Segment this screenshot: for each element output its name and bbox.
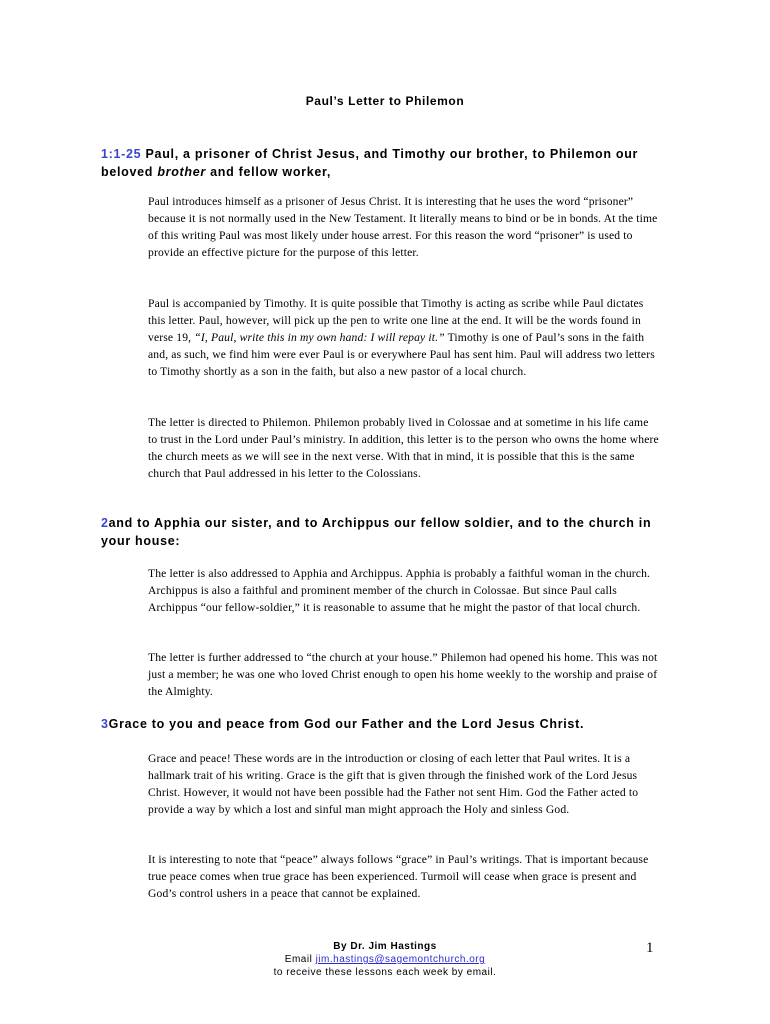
paragraph-text: The letter is further addressed to “the church at your house.” Philemon had opened his home. This was not just a member; he was one who loved Christ enough to open his home weekly to the worship and praise of the Almighty. [148,651,658,698]
commentary-paragraph [148,750,660,818]
verse-text-italic: brother [157,165,206,179]
verse-ref: 3 [101,717,109,731]
paragraph-text: The letter is directed to Philemon. Philemon probably lived in Colossae and at sometime in his life came to trust in the Lord under Paul’s ministry. In addition, this letter is to the person who owns the home where the church meets as we will see in the next verse. With that in mind, it is possible that this is the same church that Paul addressed in his letter to the Colossians. [148,416,659,480]
verse-text: Paul, a prisoner of Christ Jesus, and Timothy our brother, to Philemon our beloved [101,147,639,179]
author-line: By Dr. Jim Hastings [333,941,437,952]
verse-text: and to Apphia our sister, and to Archippus our fellow soldier, and to the church in your house: [101,516,652,548]
commentary-paragraph [148,851,660,902]
paragraph-text: The letter is also addressed to Apphia and Archippus. Apphia is probably a faithful woman in the church. Archippus is also a faithful and prominent member of the church in Colossae. But since Paul calls Archippus “our fellow-soldier,” it is reasonable to assume that he might the pastor of that local church. [148,567,651,614]
verse-ref: 1:1-25 [101,147,142,161]
paragraph-text: Timothy is one of Paul’s sons in the faith and, as such, we find him were ever Paul is or everywhere Paul has sent him. Paul will address two letters to Timothy shortly as a son in the faith, but also a new pastor of a local church. [148,331,655,378]
paragraph-text: Paul is accompanied by Timothy. It is quite possible that Timothy is acting as scribe while Paul dictates this letter. Paul, however, will pick up the pen to write one line at the end. It will be the words found in verse 19, [148,297,644,344]
paragraph-text: Grace and peace! These words are in the introduction or closing of each letter that Paul writes. It is a hallmark trait of his writing. Grace is the gift that is given through the finished work of the Lord Jesus Christ. However, it would not have been possible had the Father not sent Him. God the Father acted to provide a way by which a lost and sinful man might approach the Holy and sinless God. [148,752,639,816]
subscribe-line: to receive these lessons each week by email. [273,967,497,978]
email-link[interactable]: jim.hastings@sagemontchurch.org [315,954,486,965]
commentary-paragraph [148,565,660,616]
verse-heading-2 [101,514,661,550]
quoted-verse: “I, Paul, write this in my own hand: I will repay it.” [194,331,445,344]
email-line [0,953,770,966]
page-number: 1 [646,940,654,956]
document-title: Paul’s Letter to Philemon [305,94,465,108]
email-prefix: Email [284,954,316,965]
commentary-paragraph [148,193,660,261]
verse-ref: 2 [101,516,109,530]
verse-heading-1 [101,145,661,181]
verse-text: and fellow worker, [205,165,332,179]
paragraph-text: Paul introduces himself as a prisoner of Jesus Christ. It is interesting that he uses the word “prisoner” because it is not normally used in the New Testament. It literally means to bind or be in bonds. At the time of this writing Paul was most likely under house arrest. For this reason the word “prisoner” is used to provide an effective picture for the purpose of this letter. [148,195,658,259]
page-footer [0,940,770,979]
commentary-paragraph [148,414,660,482]
commentary-paragraph [148,649,660,700]
verse-text: Grace to you and peace from God our Father and the Lord Jesus Christ. [108,717,585,731]
verse-heading-3 [101,715,661,733]
commentary-paragraph [148,295,660,380]
paragraph-text: It is interesting to note that “peace” always follows “grace” in Paul’s writings. That is important because true peace comes when true grace has been experienced. Turmoil will cease when grace is present and God’s control ushers in a peace that cannot be explained. [148,853,649,900]
